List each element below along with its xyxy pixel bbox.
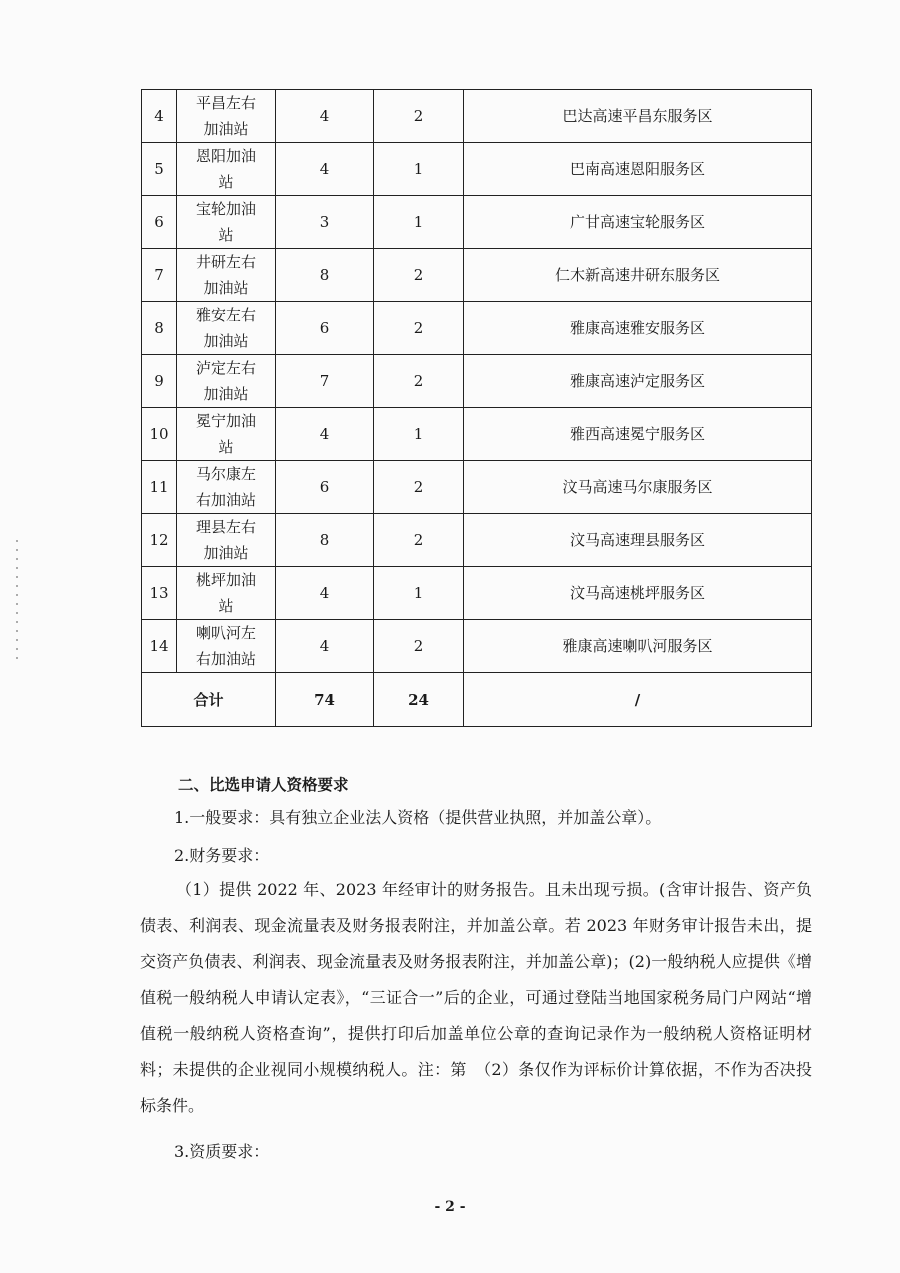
- financial-requirement-title: 2.财务要求：: [174, 846, 270, 865]
- station-name: [177, 514, 276, 567]
- count-b: 1: [374, 408, 464, 461]
- row-number: 7: [142, 249, 177, 302]
- station-name-line: 理县左右: [195, 518, 256, 536]
- row-number: 8: [142, 302, 177, 355]
- count-a: 4: [276, 567, 374, 620]
- station-name-line: 恩阳加油: [195, 147, 256, 165]
- service-area: 仁木新高速井研东服务区: [464, 249, 812, 302]
- row-number: 9: [142, 355, 177, 408]
- station-name: [177, 249, 276, 302]
- station-name: [177, 461, 276, 514]
- service-area: 雅西高速冕宁服务区: [464, 408, 812, 461]
- row-number: 6: [142, 196, 177, 249]
- count-b: 1: [374, 567, 464, 620]
- table-row: [142, 355, 812, 408]
- count-b: 2: [374, 514, 464, 567]
- station-name-line: 右加油站: [195, 650, 256, 668]
- station-name-line: 加油站: [203, 385, 249, 403]
- service-area: 巴南高速恩阳服务区: [464, 143, 812, 196]
- count-a: 3: [276, 196, 374, 249]
- count-b: 2: [374, 355, 464, 408]
- row-number: 5: [142, 143, 177, 196]
- station-name-line: 平昌左右: [195, 94, 256, 112]
- service-area: 汶马高速桃坪服务区: [464, 567, 812, 620]
- station-name-line: 加油站: [203, 332, 249, 350]
- count-b: 2: [374, 249, 464, 302]
- station-name-line: 桃坪加油: [195, 571, 256, 589]
- station-name: [177, 302, 276, 355]
- count-a: 4: [276, 143, 374, 196]
- table-row: [142, 196, 812, 249]
- station-name: [177, 355, 276, 408]
- station-name-line: 马尔康左: [195, 465, 256, 483]
- service-area: 巴达高速平昌东服务区: [464, 90, 812, 143]
- station-name-line: 右加油站: [195, 491, 256, 509]
- station-name: [177, 196, 276, 249]
- count-a: 8: [276, 514, 374, 567]
- row-number: 13: [142, 567, 177, 620]
- row-number: 12: [142, 514, 177, 567]
- general-requirement: 1.一般要求：具有独立企业法人资格（提供营业执照，并加盖公章）。: [174, 808, 662, 827]
- station-name: [177, 408, 276, 461]
- total-count-a: 74: [276, 673, 374, 727]
- station-name: [177, 567, 276, 620]
- total-row: [142, 673, 812, 727]
- count-b: 2: [374, 461, 464, 514]
- count-a: 7: [276, 355, 374, 408]
- station-name-line: 井研左右: [195, 253, 256, 271]
- count-a: 8: [276, 249, 374, 302]
- service-area: 雅康高速喇叭河服务区: [464, 620, 812, 673]
- station-name-line: 站: [218, 173, 234, 191]
- count-b: 1: [374, 143, 464, 196]
- row-number: 11: [142, 461, 177, 514]
- station-name: [177, 143, 276, 196]
- service-area: 雅康高速雅安服务区: [464, 302, 812, 355]
- table-row: [142, 567, 812, 620]
- table-row: [142, 249, 812, 302]
- station-name-line: 宝轮加油: [195, 200, 256, 218]
- station-name: [177, 620, 276, 673]
- service-area: 汶马高速理县服务区: [464, 514, 812, 567]
- row-number: 14: [142, 620, 177, 673]
- station-name-line: 站: [218, 226, 234, 244]
- station-name-line: 冕宁加油: [195, 412, 256, 430]
- total-area: /: [464, 673, 812, 727]
- count-b: 2: [374, 90, 464, 143]
- qualification-requirement-title: 3.资质要求：: [174, 1142, 270, 1161]
- station-name-line: 加油站: [203, 120, 249, 138]
- station-name-line: 加油站: [203, 544, 249, 562]
- table-row: [142, 408, 812, 461]
- table-row: [142, 514, 812, 567]
- count-b: 2: [374, 620, 464, 673]
- service-area: 汶马高速马尔康服务区: [464, 461, 812, 514]
- table-row: [142, 620, 812, 673]
- service-area: 雅康高速泸定服务区: [464, 355, 812, 408]
- section-heading: 二、比选申请人资格要求: [178, 775, 349, 794]
- service-area: 广甘高速宝轮服务区: [464, 196, 812, 249]
- table-row: [142, 461, 812, 514]
- station-name: [177, 90, 276, 143]
- total-label: 合计: [142, 673, 276, 727]
- table-row: [142, 90, 812, 143]
- row-number: 10: [142, 408, 177, 461]
- gas-station-table: [141, 89, 812, 727]
- station-name-line: 雅安左右: [195, 306, 256, 324]
- page-number: - 2 -: [434, 1199, 466, 1215]
- count-a: 6: [276, 461, 374, 514]
- count-b: 2: [374, 302, 464, 355]
- count-a: 6: [276, 302, 374, 355]
- station-name-line: 站: [218, 438, 234, 456]
- row-number: 4: [142, 90, 177, 143]
- count-a: 4: [276, 408, 374, 461]
- binding-marks: [16, 540, 18, 660]
- station-name-line: 喇叭河左: [195, 624, 256, 642]
- total-count-b: 24: [374, 673, 464, 727]
- station-name-line: 泸定左右: [195, 359, 256, 377]
- table-row: [142, 143, 812, 196]
- station-name-line: 加油站: [203, 279, 249, 297]
- table-row: [142, 302, 812, 355]
- financial-requirement-body: （1）提供 2022 年、2023 年经审计的财务报告。且未出现亏损。(含审计报告、资产负债表、利润表、现金流量表及财务报表附注，并加盖公章。若 2023 年财务审计报告未出，提交资产负债表、利润表、现金流量表及财务报表附注，并加盖公章)；(2)一般纳税人应提供《增值税一般纳税人申请认定表》，“三证合一”后的企业，可通过登陆当地国家税务局门户网站“增值税一般纳税人资格查询”，提供打印后加盖单位公章的查询记录作为一般纳税人资格证明材料；未提供的企业视同小规模纳税人。注：第 （2）条仅作为评标价计算依据，不作为否决投标条件。: [140, 880, 812, 1115]
- count-b: 1: [374, 196, 464, 249]
- station-name-line: 站: [218, 597, 234, 615]
- count-a: 4: [276, 90, 374, 143]
- count-a: 4: [276, 620, 374, 673]
